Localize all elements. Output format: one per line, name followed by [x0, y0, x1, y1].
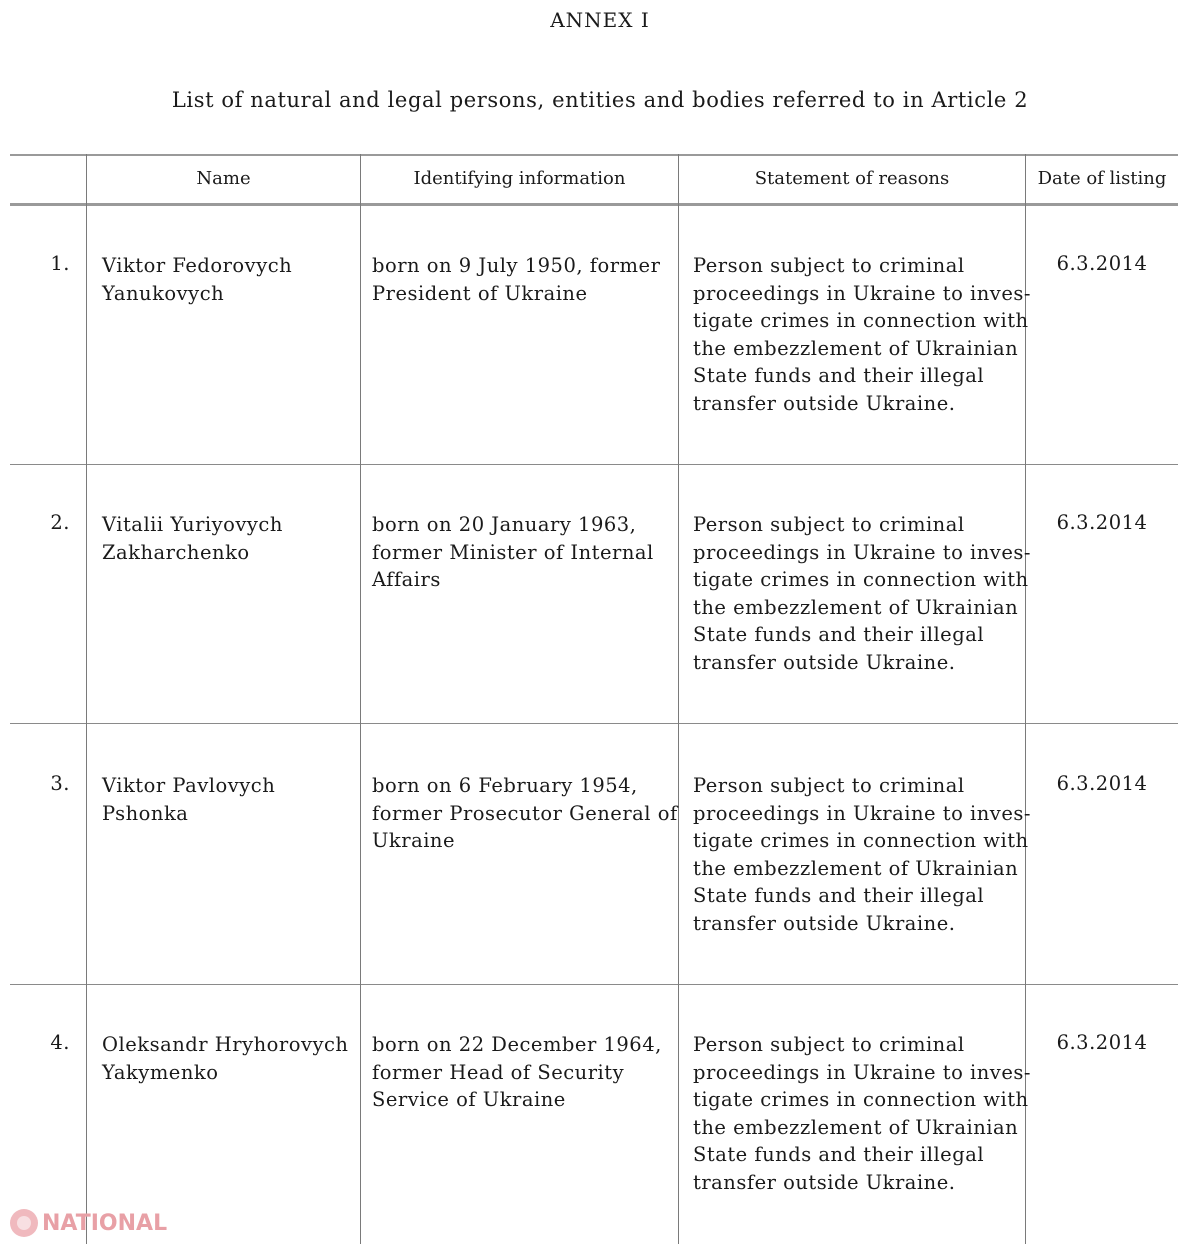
person-name: Viktor Pavlovych Pshonka [102, 774, 276, 825]
document-subtitle: List of natural and legal persons, entities and bodies referred to in Article 2 [171, 88, 1029, 112]
person-name: Oleksandr Hryhorovych Yakymenko [102, 1033, 349, 1084]
statement-of-reasons: Person subject to criminal proceedings in Ukraine to inves- tigate crimes in connection with the embezzlement of Ukrainian State funds and their illegal transfer outside Ukraine. [693, 513, 1031, 674]
row-number: 3. [50, 772, 70, 795]
identifying-information: born on 20 January 1963, former Minister of Internal Affairs [372, 513, 654, 591]
header-date-of-listing: Date of listing [1037, 168, 1167, 189]
date-of-listing: 6.3.2014 [1056, 252, 1148, 275]
statement-of-reasons: Person subject to criminal proceedings in Ukraine to inves- tigate crimes in connection with the embezzlement of Ukrainian State funds and their illegal transfer outside Ukraine. [693, 1033, 1031, 1194]
row-divider [10, 464, 1178, 465]
watermark [10, 1205, 167, 1241]
identifying-information: born on 9 July 1950, former President of Ukraine [372, 254, 661, 305]
date-of-listing: 6.3.2014 [1056, 772, 1148, 795]
date-of-listing: 6.3.2014 [1056, 511, 1148, 534]
row-number: 2. [50, 511, 70, 534]
identifying-information: born on 22 December 1964, former Head of Security Service of Ukraine [372, 1033, 662, 1111]
row-number: 1. [50, 252, 70, 275]
header-statement-of-reasons: Statement of reasons [754, 168, 950, 189]
identifying-information: born on 6 February 1954, former Prosecutor General of Ukraine [372, 774, 678, 852]
watermark-text: NATIONAL [42, 1210, 168, 1236]
statement-of-reasons: Person subject to criminal proceedings in Ukraine to inves- tigate crimes in connection with the embezzlement of Ukrainian State funds and their illegal transfer outside Ukraine. [693, 254, 1031, 415]
annex-title: ANNEX I [550, 8, 650, 32]
column-divider [678, 154, 679, 1244]
header-bottom-rule [10, 203, 1178, 206]
header-name: Name [196, 168, 251, 189]
row-number: 4. [50, 1031, 70, 1054]
person-name: Viktor Fedorovych Yanukovych [102, 254, 293, 305]
statement-of-reasons: Person subject to criminal proceedings in Ukraine to inves- tigate crimes in connection with the embezzlement of Ukrainian State funds and their illegal transfer outside Ukraine. [693, 774, 1031, 935]
watermark-logo-icon [10, 1209, 38, 1237]
row-divider [10, 984, 1178, 985]
sanctions-table [10, 154, 1180, 1254]
row-divider [10, 723, 1178, 724]
date-of-listing: 6.3.2014 [1056, 1031, 1148, 1054]
person-name: Vitalii Yuriyovych Zakharchenko [102, 513, 283, 564]
column-divider [360, 154, 361, 1244]
header-identifying-information: Identifying information [413, 168, 626, 189]
table-top-rule [10, 154, 1178, 156]
column-divider [86, 154, 87, 1244]
